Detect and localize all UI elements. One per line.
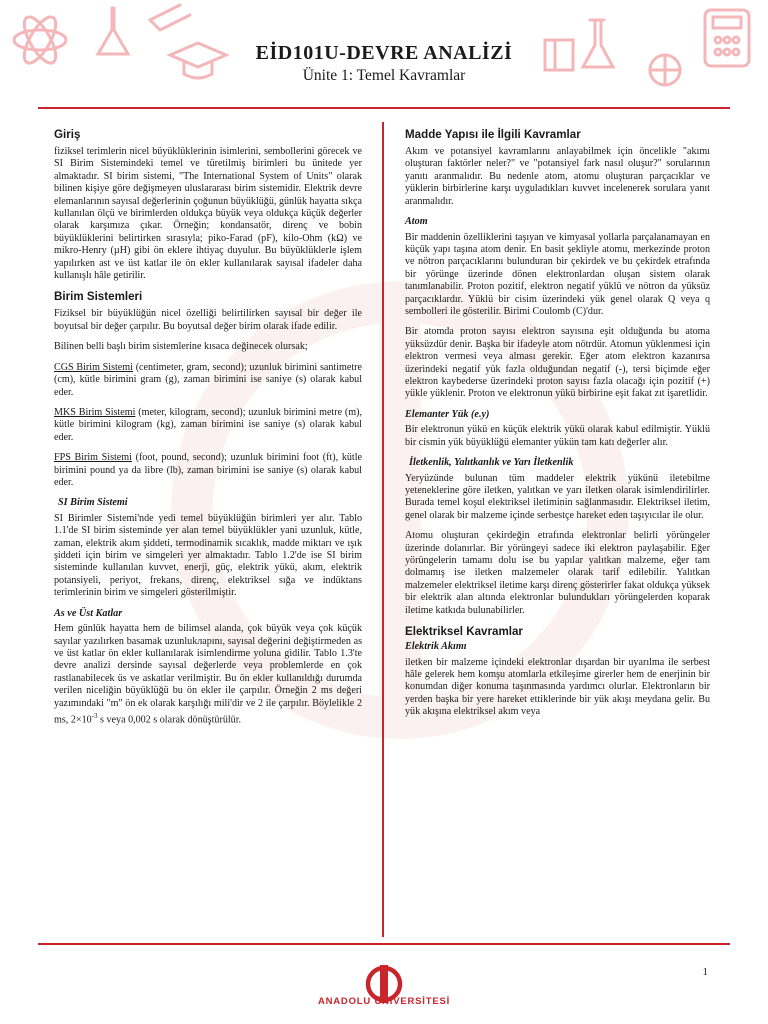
- subheading-elektrik-akimi: Elektrik Akımı: [405, 641, 467, 653]
- page-subtitle: Ünite 1: Temel Kavramlar: [302, 67, 466, 84]
- superscript: -3: [91, 712, 98, 721]
- mks-text: (meter, kilogram, second); uzunluk birimini metre (m), kütle birimini kilogram (kg), zaman birimini ise saniye (s) olarak kabul eder.: [54, 406, 363, 443]
- paragraph: SI Birimler Sistemi'nde yedi temel büyüklüğün birimleri yer alır. Tablo 1.1'de SI birim sisteminde yer alan temel büyüklükler yani uzunluk, kütle, zaman, elektrik akım şiddeti, termodinamik sıcaklık, madde miktarı ve ışık şiddeti için birim ve simgeleri yer almaktadır. Tablo 1.2'de ise SI birim sisteminde kullanılan kuvvet, enerji, güç, elektrik yükü, akım, elektrik potansiyeli, periyot, frekans, direnç, elektriksel sığa ve indüktans terimlerinin birim ve simgeleri gösterilmiştir.: [54, 512, 362, 599]
- university-name: ANADOLU ÜNİVERSİTESİ: [317, 996, 451, 1007]
- university-logo: [334, 956, 434, 1016]
- column-divider: [382, 122, 384, 937]
- section-heading-elektriksel-kavramlar: Elektriksel Kavramlar: [405, 625, 523, 639]
- paragraph: Akım ve potansiyel kavramlarını anlayabilmek için öncelikle "akımı oluşturan faktörler neler?" ve "potansiyel fark nasıl oluşur?" sorularının yanıtı aranmalıdır. Bu nedenle atom, atomu oluşturan parçacıklar ve yüklerin birbirlerine karşı uyguladıkları kuvvet incelenerek sorulara yanıt aranmalıdır.: [405, 146, 710, 207]
- text-segment: Hem günlük hayatta hem de bilimsel alanda, çok büyük veya çok küçük sayılar yazılırken basamak uzunlukларını, sayısal değerini değiştirmeden as ve üst katlar ön ekler kullanılarak isimlendirme yoluna gidilir. Tablo 1.3'te devre analizi dersinde sayısal değerlerde veya problemlerde en çok rastlanabilecek üs ve askatlar verilmiştir. Bu ön ekler kullanıldığı durumda verilen niceliğin büyüklüğü bu ön ekler ile çarpılır. Örneğin 2 ms değeri yazımındaki "m" ön ek olarak karşılığı mili'dir ve 2 ile çarpılır. Böylelikle 2 ms, 2×10: [54, 623, 362, 726]
- paragraph-fps: [54, 452, 362, 489]
- mks-label: MKS Birim Sistemi: [54, 406, 136, 418]
- paragraph: Bilinen belli başlı birim sistemlerine kısaca değinecek olursak;: [54, 341, 308, 353]
- footer-divider: [38, 943, 730, 945]
- subheading-as-ve-ust-katlar: As ve Üst Katlar: [54, 607, 123, 619]
- section-heading-madde-yapisi: Madde Yapısı ile İlgili Kavramlar: [405, 128, 581, 141]
- left-column: [54, 125, 362, 735]
- page-number: 1: [702, 966, 708, 978]
- page-header: [0, 42, 768, 86]
- paragraph: Bir maddenin özelliklerini taşıyan ve kimyasal yollarla parçalanamayan en küçük yapı taşına atom denir. En basit şekliyle atomu, merkezinde proton ve nötron parçacıklarını bulunduran bir çekirdek ve bu çekirdek etrafında bir yörünge üzerinde dönen elektronlardan oluşan sistem olarak tanımlanabilir. Proton pozitif, elektron negatif yüklü ve nötron da yüksüz parçacıklardır. Yüklü bir cisim üzerindeki yük genel olarak Q veya q sembolleri ile gösterilir. Birimi Coulomb (C)'dur.: [405, 231, 710, 317]
- cgs-label: CGS Birim Sistemi: [54, 361, 133, 373]
- paragraph-mks: [54, 407, 362, 444]
- subheading-iletkenlik: İletkenlik, Yalıtkanlık ve Yarı İletkenlik: [409, 457, 574, 469]
- paragraph: iletken bir malzeme içindeki elektronlar dışardan bir uyarılma ile serbest hâle gelerek hem komşu atomlarla etkileşime girerler hem de enerjinin bir konumdan diğer konuma taşınmasında yardımcı olurlar. Elektronların bir yerden başka bir yere hareket ettiklerinde bir yük akışı meydana gelir. Bu yük akışına elektriksel akım veya: [405, 656, 710, 718]
- paragraph-cgs: [54, 362, 362, 399]
- pencil-icon: [150, 5, 190, 30]
- paragraph: Fiziksel bir büyüklüğün nicel özelliği belirtilirken sayısal bir değer ile boyutsal bir değer çarpılır. Bu boyutsal değer birim olarak ifade edilir.: [54, 308, 362, 332]
- header-divider: [38, 107, 730, 109]
- paragraph: Yeryüzünde bulunan tüm maddeler elektrik yükünü iletebilme yeteneklerine göre iletken, yalıtkan ve yarı iletken olarak isimlendirilirler. Burada temel koşul elektriksel iletiminin sağlanmasıdır. Elektriksel iletim, genel olarak bir malzeme içinde serbestçe hareket eden taşıyıcılar ile olur.: [405, 472, 710, 521]
- subheading-atom: Atom: [405, 216, 428, 228]
- cgs-text: (centimeter, gram, second); uzunluk birimini santimetre (cm), kütle birimini gram (g), zaman birimini ise saniye (s) olarak kabul eder.: [54, 361, 362, 398]
- section-heading-giris: Giriş: [54, 128, 81, 141]
- paragraph: Bir elektronun yükü en küçük elektrik yükü olarak kabul edilmiştir. Yüklü bir cismin yük büyüklüğü elemanter yükün tam katı değerler alır.: [405, 424, 710, 448]
- section-heading-birim-sistemleri: Birim Sistemleri: [54, 290, 143, 304]
- paragraph: [54, 623, 362, 727]
- subheading-elemanter-yuk: Elemanter Yük (e.y): [405, 408, 490, 420]
- paragraph: fiziksel terimlerin nicel büyüklüklerinin isimlerini, sembollerini görecek ve SI Birim Sistemindeki temel ve türetilmiş birimleri bu ünitede yer almaktadır. SI birim sistemi, "The International System of Units" olarak bilinen kişiye göre değişmeyen uluslararası birim sistemidir. Elektrik devre elemanlarının sayısal değerlerinin çoğunun büyüklüğü, günlük hayatta sıkça kullanılan ölçü ve birimlerden oldukça büyük veya oldukça küçük değerler olarak karşımıza çıkar. Örneğin; kondansatör, direnç ve bobin büyüklüklerini belirtirken sırasıyla; piko-Farad (pF), kilo-Ohm (kΩ) ve mikro-Henry (µH) gibi ön eklere ihtiyaç duyulur. Bu büyüklüklerle işlem yapılırken ast ve üst katlar ile ön ekler kullanılarak sayısal ifadeler daha kullanışlı hâle getirilir.: [54, 146, 362, 282]
- page-title: EİD101U-DEVRE ANALİZİ: [255, 42, 513, 64]
- right-column: [405, 125, 710, 727]
- paragraph: Bir atomda proton sayısı elektron sayısına eşit olduğunda bu atoma yüksüzdür denir. Başka bir ifadeyle atom nötrdür. Atomun yüklenmesi için elektron vermesi veya alması gerekir. Eğer atom elektron kazanırsa üzerindeki negatif yük fazla olduğundan negatif (-), tersi biçimde eğer elektron kaybederse üzerindeki proton sayısı fazla olacağı için pozitif (+) yükle yüklenir. Proton ve elektronun yükü birbirine eşit fakat zıt işaretlidir.: [405, 326, 710, 400]
- fps-label: FPS Birim Sistemi: [54, 452, 132, 464]
- paragraph: Atomu oluşturan çekirdeğin etrafında elektronlar belirli yörüngeler üzerinde dolanırlar. Bir yörüngeyi sadece iki elektron paylaşabilir. Eğer yörüngelerin tamamı dolu ise bu yapılar yalıtkan malzeme, eğer tam dolmamış ise iletken malzemeler olarak tarif edilebilir. Yalıtkan malzemeler elektriksel iletime karşı direnç gösterirler fakat oldukça yüksek bir elektrik alan altında elektronlar bulundukları yörüngelerden koparak iletime katkıda bulunabilirler.: [405, 530, 710, 616]
- subheading-si-birim-sistemi: SI Birim Sistemi: [58, 497, 128, 509]
- fps-text: (foot, pound, second); uzunluk birimini foot (ft), kütle birimini pound ya da libre (lb), zaman birimini ise saniye (s) olarak kabul eder.: [54, 452, 362, 488]
- text-segment: s veya 0,002 s olarak dönüştürülür.: [97, 714, 242, 726]
